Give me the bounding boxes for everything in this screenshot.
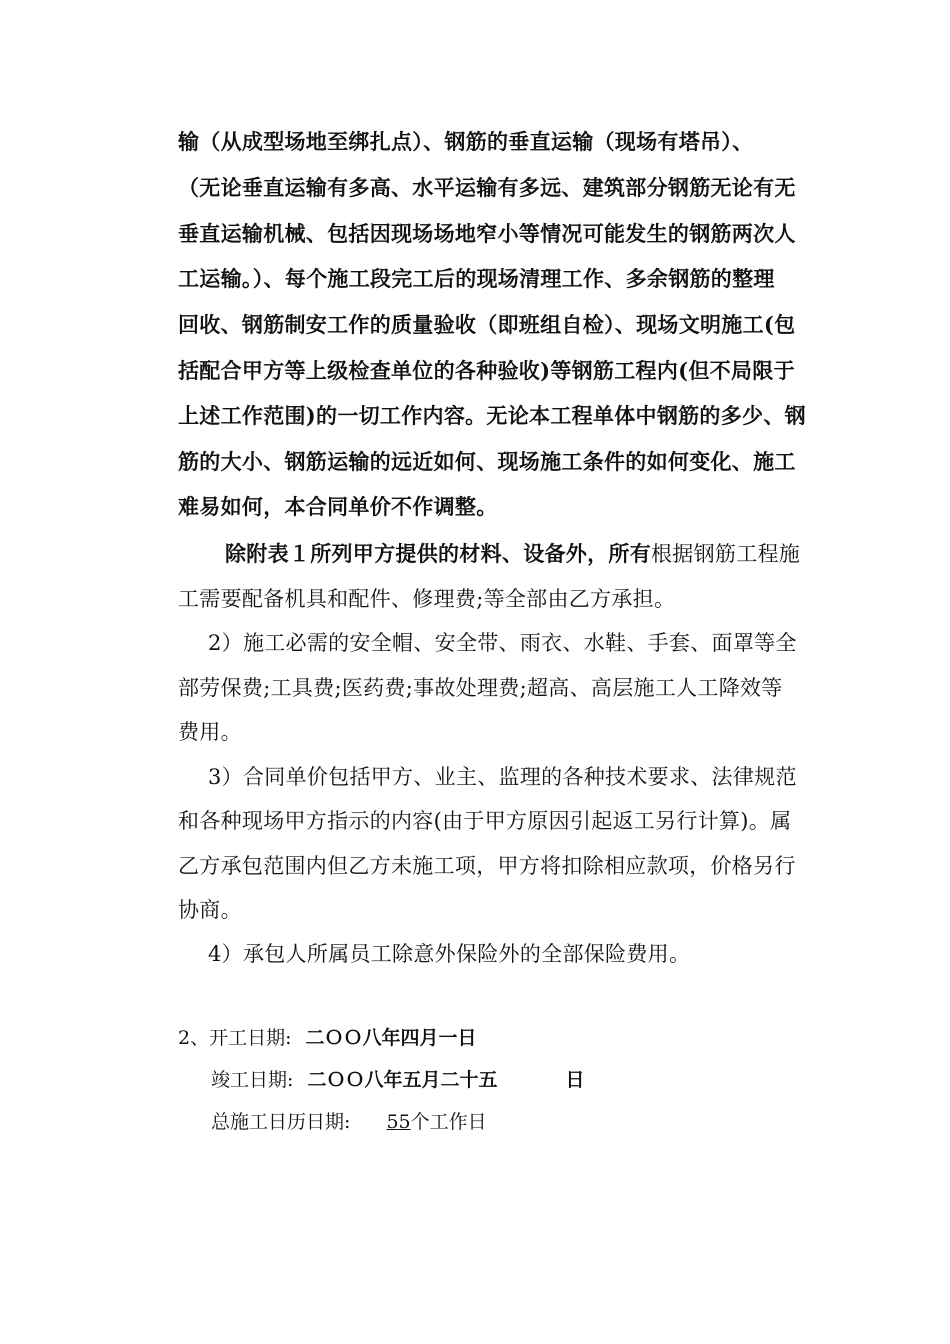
paragraph-line: （无论垂直运输有多高、水平运输有多远、建筑部分钢筋无论有无: [178, 175, 796, 200]
total-days-label: 总施工日历日期:: [211, 1111, 351, 1133]
paragraph-line: 括配合甲方等上级检查单位的各种验收)等钢筋工程内(但不局限于: [178, 358, 795, 383]
list-item-line: 和各种现场甲方指示的内容(由于甲方原因引起返工另行计算)。属: [178, 809, 792, 833]
list-item-line: 乙方承包范围内但乙方未施工项，甲方将扣除相应款项，价格另行: [178, 854, 796, 878]
end-date-suffix: 日: [565, 1069, 585, 1091]
bold-span: 除附表１所列甲方提供的材料、设备外，所有: [225, 541, 651, 566]
paragraph-line: 工运输。）、每个施工段完工后的现场清理工作、多余钢筋的整理: [178, 266, 775, 291]
total-days-value: 55: [386, 1111, 411, 1133]
start-date-row: [178, 1024, 477, 1052]
paragraph-line: 工需要配备机具和配件、修理费;等全部由乙方承担。: [178, 587, 676, 611]
paragraph-line: [225, 539, 842, 569]
paragraph-line: 回收、钢筋制安工作的质量验收（即班组自检）、现场文明施工(包: [178, 312, 796, 337]
total-days-row: [211, 1108, 487, 1136]
paragraph-line: 输（从成型场地至绑扎点）、钢筋的垂直运输（现场有塔吊）、: [178, 129, 754, 154]
end-date-row: [211, 1066, 585, 1094]
start-date-label: 2、开工日期:: [178, 1027, 292, 1049]
end-date-label: 竣工日期:: [211, 1069, 294, 1091]
end-date-value: 二ＯＯ八年五月二十五: [307, 1069, 498, 1091]
list-item-line: 部劳保费;工具费;医药费;事故处理费;超高、高层施工人工降效等: [178, 676, 783, 700]
paragraph-line: 垂直运输机械、包括因现场场地窄小等情况可能发生的钢筋两次人: [178, 221, 796, 246]
list-item-line: 3）合同单价包括甲方、业主、监理的各种技术要求、法律规范: [208, 765, 797, 789]
paragraph-line: 上述工作范围)的一切工作内容。无论本工程单体中钢筋的多少、钢: [178, 403, 806, 428]
list-item-line: 2）施工必需的安全帽、安全带、雨衣、水鞋、手套、面罩等全: [208, 631, 797, 655]
normal-span: 根据钢筋工程施: [651, 542, 801, 566]
start-date-value: 二ＯＯ八年四月一日: [305, 1027, 477, 1049]
list-item-line: 4）承包人所属员工除意外保险外的全部保险费用。: [208, 942, 691, 966]
total-days-unit: 个工作日: [410, 1111, 487, 1133]
list-item-line: 协商。: [178, 898, 242, 922]
list-item-line: 费用。: [178, 720, 242, 744]
paragraph-line: 难易如何，本合同单价不作调整。: [178, 494, 498, 519]
paragraph-line: 筋的大小、钢筋运输的远近如何、现场施工条件的如何变化、施工: [178, 449, 796, 474]
